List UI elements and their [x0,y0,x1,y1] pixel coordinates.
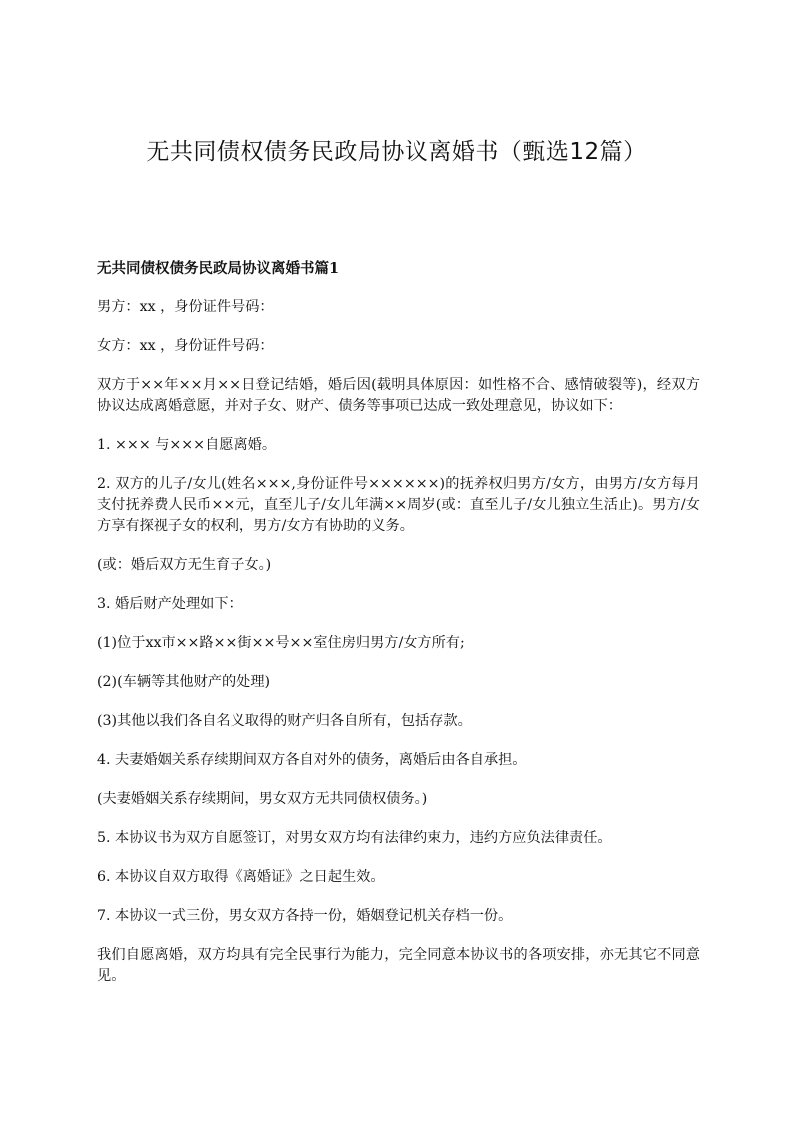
paragraph-clause-7: 7. 本协议一式三份，男女双方各持一份，婚姻登记机关存档一份。 [97,908,513,924]
paragraph-intro: 双方于××年××月××日登记结婚，婚后因(载明具体原因：如性格不合、感情破裂等)，经双方协议达成离婚意愿，并对子女、财产、债务等事项已达成一致处理意见，协议如下： [97,377,700,414]
paragraph-clause-1: 1. ××× 与×××自愿离婚。 [97,437,277,453]
paragraph-clause-3-3: (3)其他以我们各自名义取得的财产归各自所有，包括存款。 [97,713,472,729]
paragraph-clause-2-alt: (或：婚后双方无生育子女。) [97,557,272,573]
section-title: 无共同债权债务民政局协议离婚书篇1 [97,260,340,277]
paragraph-clause-3-1: (1)位于xx市××路××街××号××室住房归男方/女方所有; [97,635,465,651]
document-title: 无共同债权债务民政局协议离婚书（甄选12篇） [146,139,647,165]
paragraph-woman-info: 女方：xx ，身份证件号码： [97,338,274,354]
paragraph-clause-4-alt: (夫妻婚姻关系存续期间，男女双方无共同债权债务。) [97,791,428,807]
paragraph-man-info: 男方：xx ，身份证件号码： [97,299,274,315]
paragraph-clause-6: 6. 本协议自双方取得《离婚证》之日起生效。 [97,869,385,885]
paragraph-closing: 我们自愿离婚，双方均具有完全民事行为能力，完全同意本协议书的各项安排，亦无其它不同意见。 [97,947,700,984]
paragraph-clause-3: 3. 婚后财产处理如下： [97,596,243,612]
paragraph-clause-4: 4. 夫妻婚姻关系存续期间双方各自对外的债务，离婚后由各自承担。 [97,752,527,768]
paragraph-clause-2: 2. 双方的儿子/女儿(姓名×××,身份证件号××××××)的抚养权归男方/女方，由男方/女方每月支付抚养费人民币××元，直至儿子/女儿年满××周岁(或：直至儿子/女儿独立生活止)。男方/女方享有探视子女的权利，男方/女方有协助的义务。 [97,476,700,534]
paragraph-clause-3-2: (2)(车辆等其他财产的处理) [97,674,271,690]
document-body [97,258,700,1005]
paragraph-clause-5: 5. 本协议书为双方自愿签订，对男女双方均有法律约束力，违约方应负法律责任。 [97,830,612,846]
